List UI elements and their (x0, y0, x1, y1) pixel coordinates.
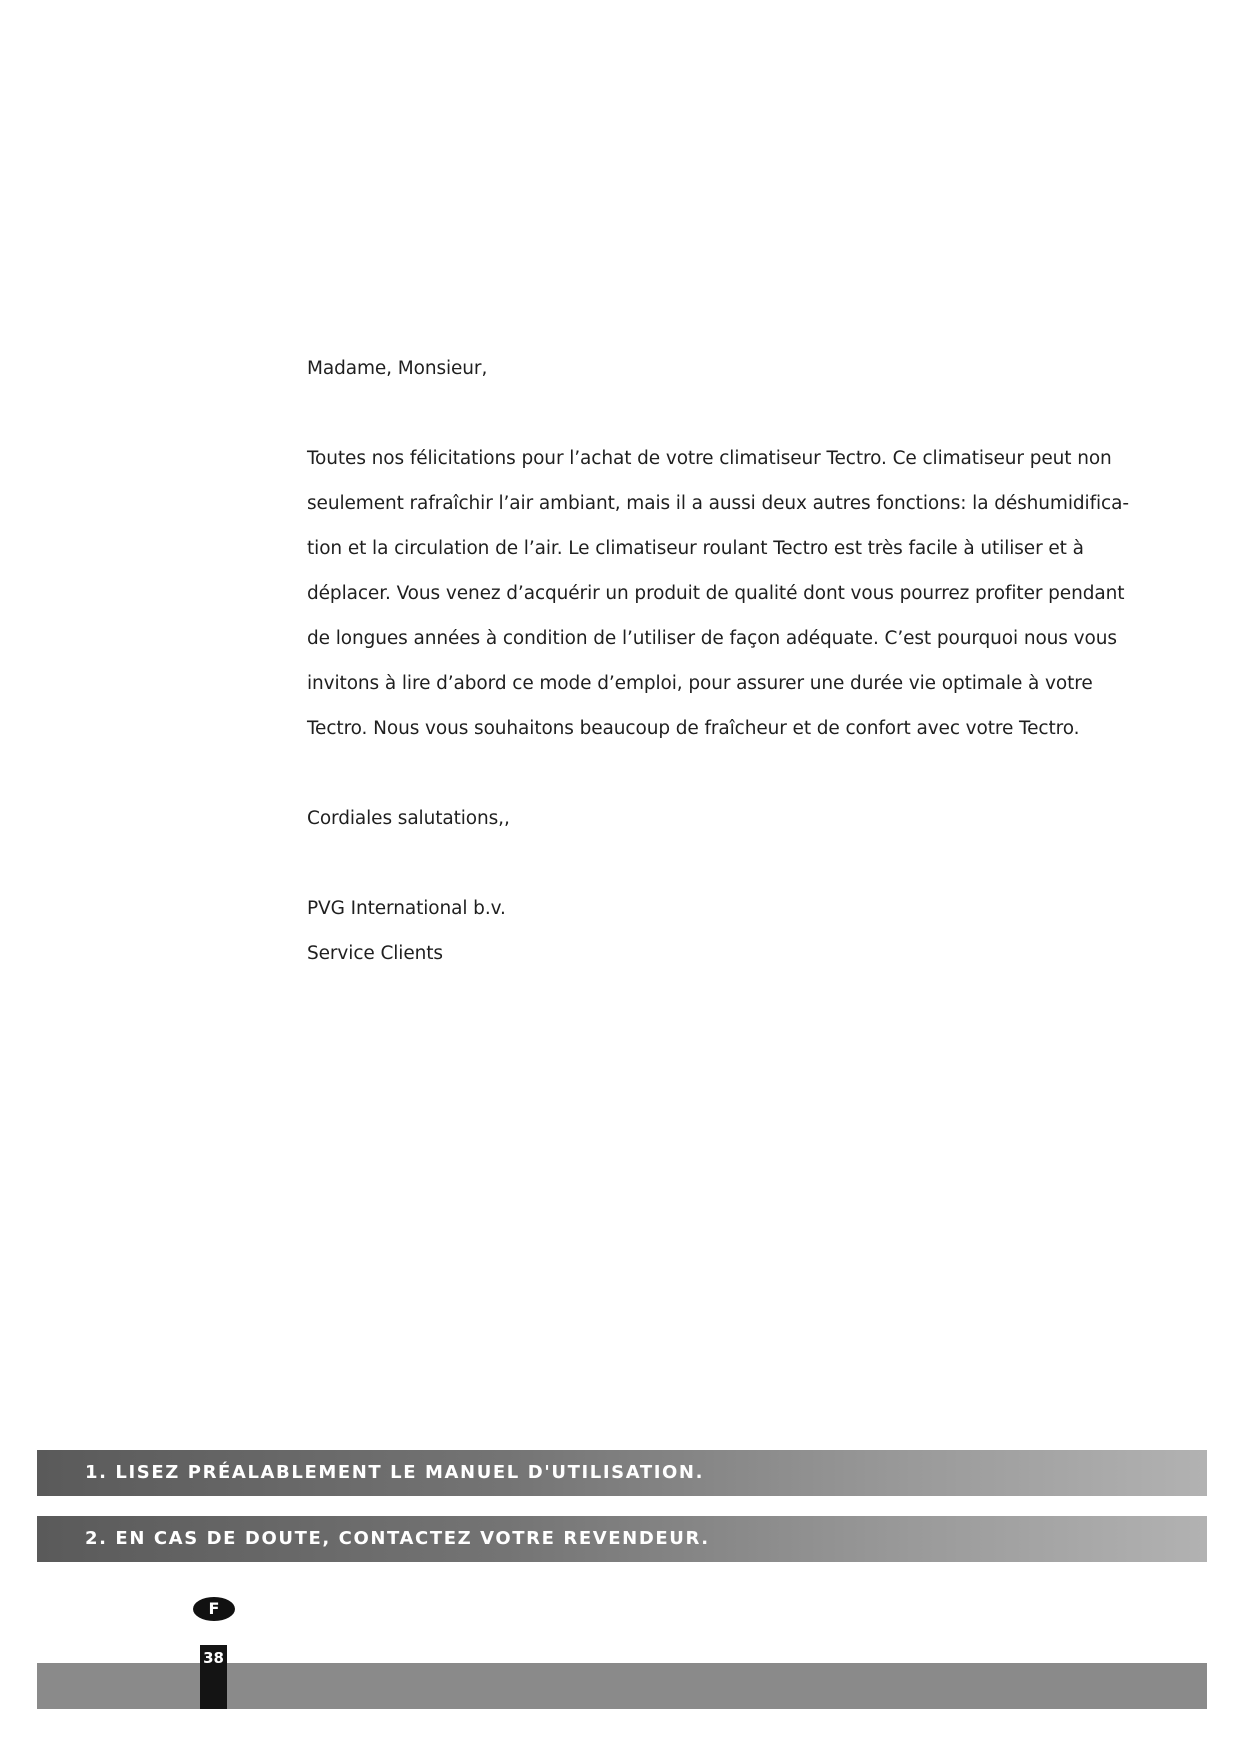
instruction-banner-1 (37, 1450, 1207, 1496)
department-name: Service Clients (307, 943, 443, 964)
company-name: PVG International b.v. (307, 898, 506, 919)
closing: Cordiales salutations,, (307, 808, 510, 829)
salutation: Madame, Monsieur, (307, 358, 488, 379)
body-line: déplacer. Vous venez d’acquérir un produit de qualité dont vous pourrez profiter pendant (307, 583, 1125, 604)
body-line: tion et la circulation de l’air. Le climatiseur roulant Tectro est très facile à utiliser et à (307, 538, 1084, 559)
body-line: Toutes nos félicitations pour l’achat de votre climatiseur Tectro. Ce climatiseur peut non (307, 448, 1112, 469)
body-line: invitons à lire d’abord ce mode d’emploi, pour assurer une durée vie optimale à votre (307, 673, 1093, 694)
body-line: seulement rafraîchir l’air ambiant, mais il a aussi deux autres fonctions: la déshumidifica- (307, 493, 1129, 514)
instruction-banner-2 (37, 1516, 1207, 1562)
instruction-banner-text: 2. EN CAS DE DOUTE, CONTACTEZ VOTRE REVENDEUR. (85, 1528, 710, 1549)
body-line: de longues années à condition de l’utiliser de façon adéquate. C’est pourquoi nous vous (307, 628, 1117, 649)
instruction-banner-text: 1. LISEZ PRÉALABLEMENT LE MANUEL D'UTILISATION. (85, 1462, 705, 1483)
language-badge: F (193, 1597, 235, 1621)
page-number: 38 (200, 1645, 227, 1709)
body-line: Tectro. Nous vous souhaitons beaucoup de fraîcheur et de confort avec votre Tectro. (307, 718, 1080, 739)
